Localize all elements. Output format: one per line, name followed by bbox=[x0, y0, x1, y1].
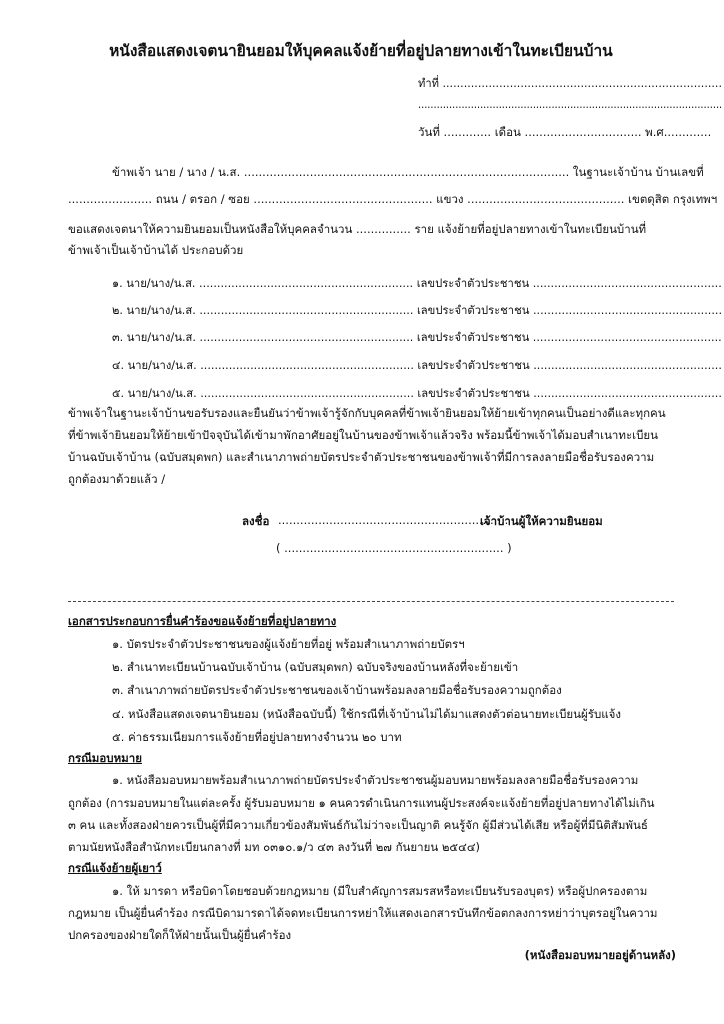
certify-line: ถูกต้องมาด้วยแล้ว / bbox=[68, 472, 166, 486]
proxy-line: ๑. หนังสือมอบหมายพร้อมสำเนาภาพถ่ายบัตรประจำตัวประชาชนผู้มอบหมายพร้อมลงลายมือชื่อรับรองความ bbox=[112, 773, 639, 787]
minor-line: กฎหมาย เป็นผู้ยื่นคำร้อง กรณีบิดามารดาได้จดทะเบียนการหย่าให้แสดงเอกสารบันทึกข้อตกลงการหย่าว่าบุตรอยู่ในความ bbox=[68, 906, 658, 920]
document-item: ๒. สำเนาทะเบียนบ้านฉบับเจ้าบ้าน (ฉบับสมุดพก) ฉบับจริงของบ้านหลังที่จะย้ายเข้า bbox=[112, 660, 519, 674]
proxy-line: ถูกต้อง (การมอบหมายในแต่ละครั้ง ผู้รับมอบหมาย ๑ คนควรดำเนินการแทนผู้ประสงค์จะแจ้งย้ายที่อยู่ปลายทางได้ไม่เกิน bbox=[68, 796, 655, 810]
certify-line: ข้าพเจ้าในฐานะเจ้าบ้านขอรับรองและยืนยันว่าข้าพเจ้ารู้จักกับบุคคลที่ข้าพเจ้ายินยอมให้ย้ายเข้าทุกคนเป็นอย่างดีและทุกคน bbox=[68, 406, 666, 420]
signature-line: ............................................................... bbox=[278, 513, 509, 527]
document-title: หนังสือแสดงเจตนายินยอมให้บุคคลแจ้งย้ายที่อยู่ปลายทางเข้าในทะเบียนบ้าน bbox=[109, 42, 613, 60]
person-row: ๒. นาย/นาง/น.ส. ............................................................ เลขประจำตัวประชาชน ..................................................... bbox=[112, 303, 723, 317]
written-at-line-1: ทำที่ ............................................................................... bbox=[418, 76, 723, 90]
minor-line: ๑. ให้ มารดา หรือบิดาโดยชอบด้วยกฎหมาย (มีใบสำคัญการสมรสหรือทะเบียนรับรองบุตร) หรือผู้ปกครองตาม bbox=[112, 884, 648, 898]
document-item: ๓. สำเนาภาพถ่ายบัตรประจำตัวประชาชนของเจ้าบ้านพร้อมลงลายมือชื่อรับรองความถูกต้อง bbox=[112, 683, 562, 697]
owner-name-line: ข้าพเจ้า นาย / นาง / น.ส. ......................................................................................... ในฐานะเจ้าบ้าน บ้านเลขที่ bbox=[112, 165, 704, 179]
certify-line: ที่ข้าพเจ้ายินยอมให้ย้ายเข้าปัจจุบันได้เข้ามาพักอาศัยอยู่ในบ้านของข้าพเจ้าแล้วจริง พร้อมนี้ข้าพเจ้าได้มอบสำเนาทะเบียน bbox=[68, 428, 658, 442]
person-row: ๓. นาย/นาง/น.ส. ............................................................ เลขประจำตัวประชาชน ..................................................... bbox=[112, 330, 722, 344]
minor-line: ปกครองของฝ่ายใดก็ให้ฝ่ายนั้นเป็นผู้ยื่นคำร้อง bbox=[68, 928, 292, 942]
consent-line-1: ขอแสดงเจตนาให้ความยินยอมเป็นหนังสือให้บุคคลจำนวน ............... ราย แจ้งย้ายที่อยู่ปลายทางเข้าในทะเบียนบ้านที่ bbox=[68, 222, 647, 236]
footer-note: (หนังสือมอบหมายอยู่ด้านหลัง) bbox=[524, 948, 676, 962]
signature-label: ลงชื่อ bbox=[242, 514, 270, 528]
documents-heading: เอกสารประกอบการยื่นคำร้องขอแจ้งย้ายที่อยู่ปลายทาง bbox=[68, 614, 337, 628]
signature-name-line: ( ............................................................ ) bbox=[276, 541, 512, 555]
minor-heading: กรณีแจ้งย้ายผู้เยาว์ bbox=[68, 861, 162, 875]
document-item: ๔. หนังสือแสดงเจตนายินยอม (หนังสือฉบับนี้) ใช้กรณีที่เจ้าบ้านไม่ได้มาแสดงตัวต่อนายทะเบียนผู้รับแจ้ง bbox=[112, 707, 622, 721]
date-line: วันที่ ............. เดือน ................................ พ.ศ............. bbox=[418, 125, 712, 139]
document-item: ๕. ค่าธรรมเนียมการแจ้งย้ายที่อยู่ปลายทางจำนวน ๒๐ บาท bbox=[112, 730, 402, 744]
document-item: ๑. บัตรประจำตัวประชาชนของผู้แจ้งย้ายที่อยู่ พร้อมสำเนาภาพถ่ายบัตรฯ bbox=[112, 637, 465, 651]
proxy-line: ๓ คน และทั้งสองฝ่ายควรเป็นผู้ที่มีความเกี่ยวข้องสัมพันธ์กันไม่ว่าจะเป็นญาติ คนรู้จัก ผู้มีส่วนได้เสีย หรือผู้ที่มีนิติสัมพันธ์ bbox=[68, 818, 648, 832]
signature-role: เจ้าบ้านผู้ให้ความยินยอม bbox=[480, 514, 603, 528]
person-row: ๕. นาย/นาง/น.ส. ............................................................ เลขประจำตัวประชาชน ..................................................... bbox=[112, 386, 722, 400]
certify-line: บ้านฉบับเจ้าบ้าน (ฉบับสมุดพก) และสำเนาภาพถ่ายบัตรประจำตัวประชาชนของข้าพเจ้าที่มีการลงลายมือชื่อรับรองความ bbox=[68, 450, 655, 464]
consent-line-2: ข้าพเจ้าเป็นเจ้าบ้านได้ ประกอบด้วย bbox=[68, 243, 244, 257]
section-divider bbox=[68, 601, 674, 602]
person-row: ๑. นาย/นาง/น.ส. ............................................................ เลขประจำตัวประชาชน ..................................................... bbox=[112, 276, 722, 290]
written-at-line-2: .................................................................................................. bbox=[418, 97, 723, 111]
address-line: ....................... ถนน / ตรอก / ซอย ................................................. แขวง ........................................... เขตดุสิต กรุงเทพฯ bbox=[68, 192, 718, 206]
proxy-heading: กรณีมอบหมาย bbox=[68, 751, 142, 765]
person-row: ๔. นาย/นาง/น.ส. ............................................................ เลขประจำตัวประชาชน ..................................................... bbox=[112, 358, 722, 372]
proxy-line: ตามนัยหนังสือสำนักทะเบียนกลางที่ มท ๐๓๑๐.๑/ว ๔๓ ลงวันที่ ๒๗ กันยายน ๒๕๔๔) bbox=[68, 840, 481, 854]
